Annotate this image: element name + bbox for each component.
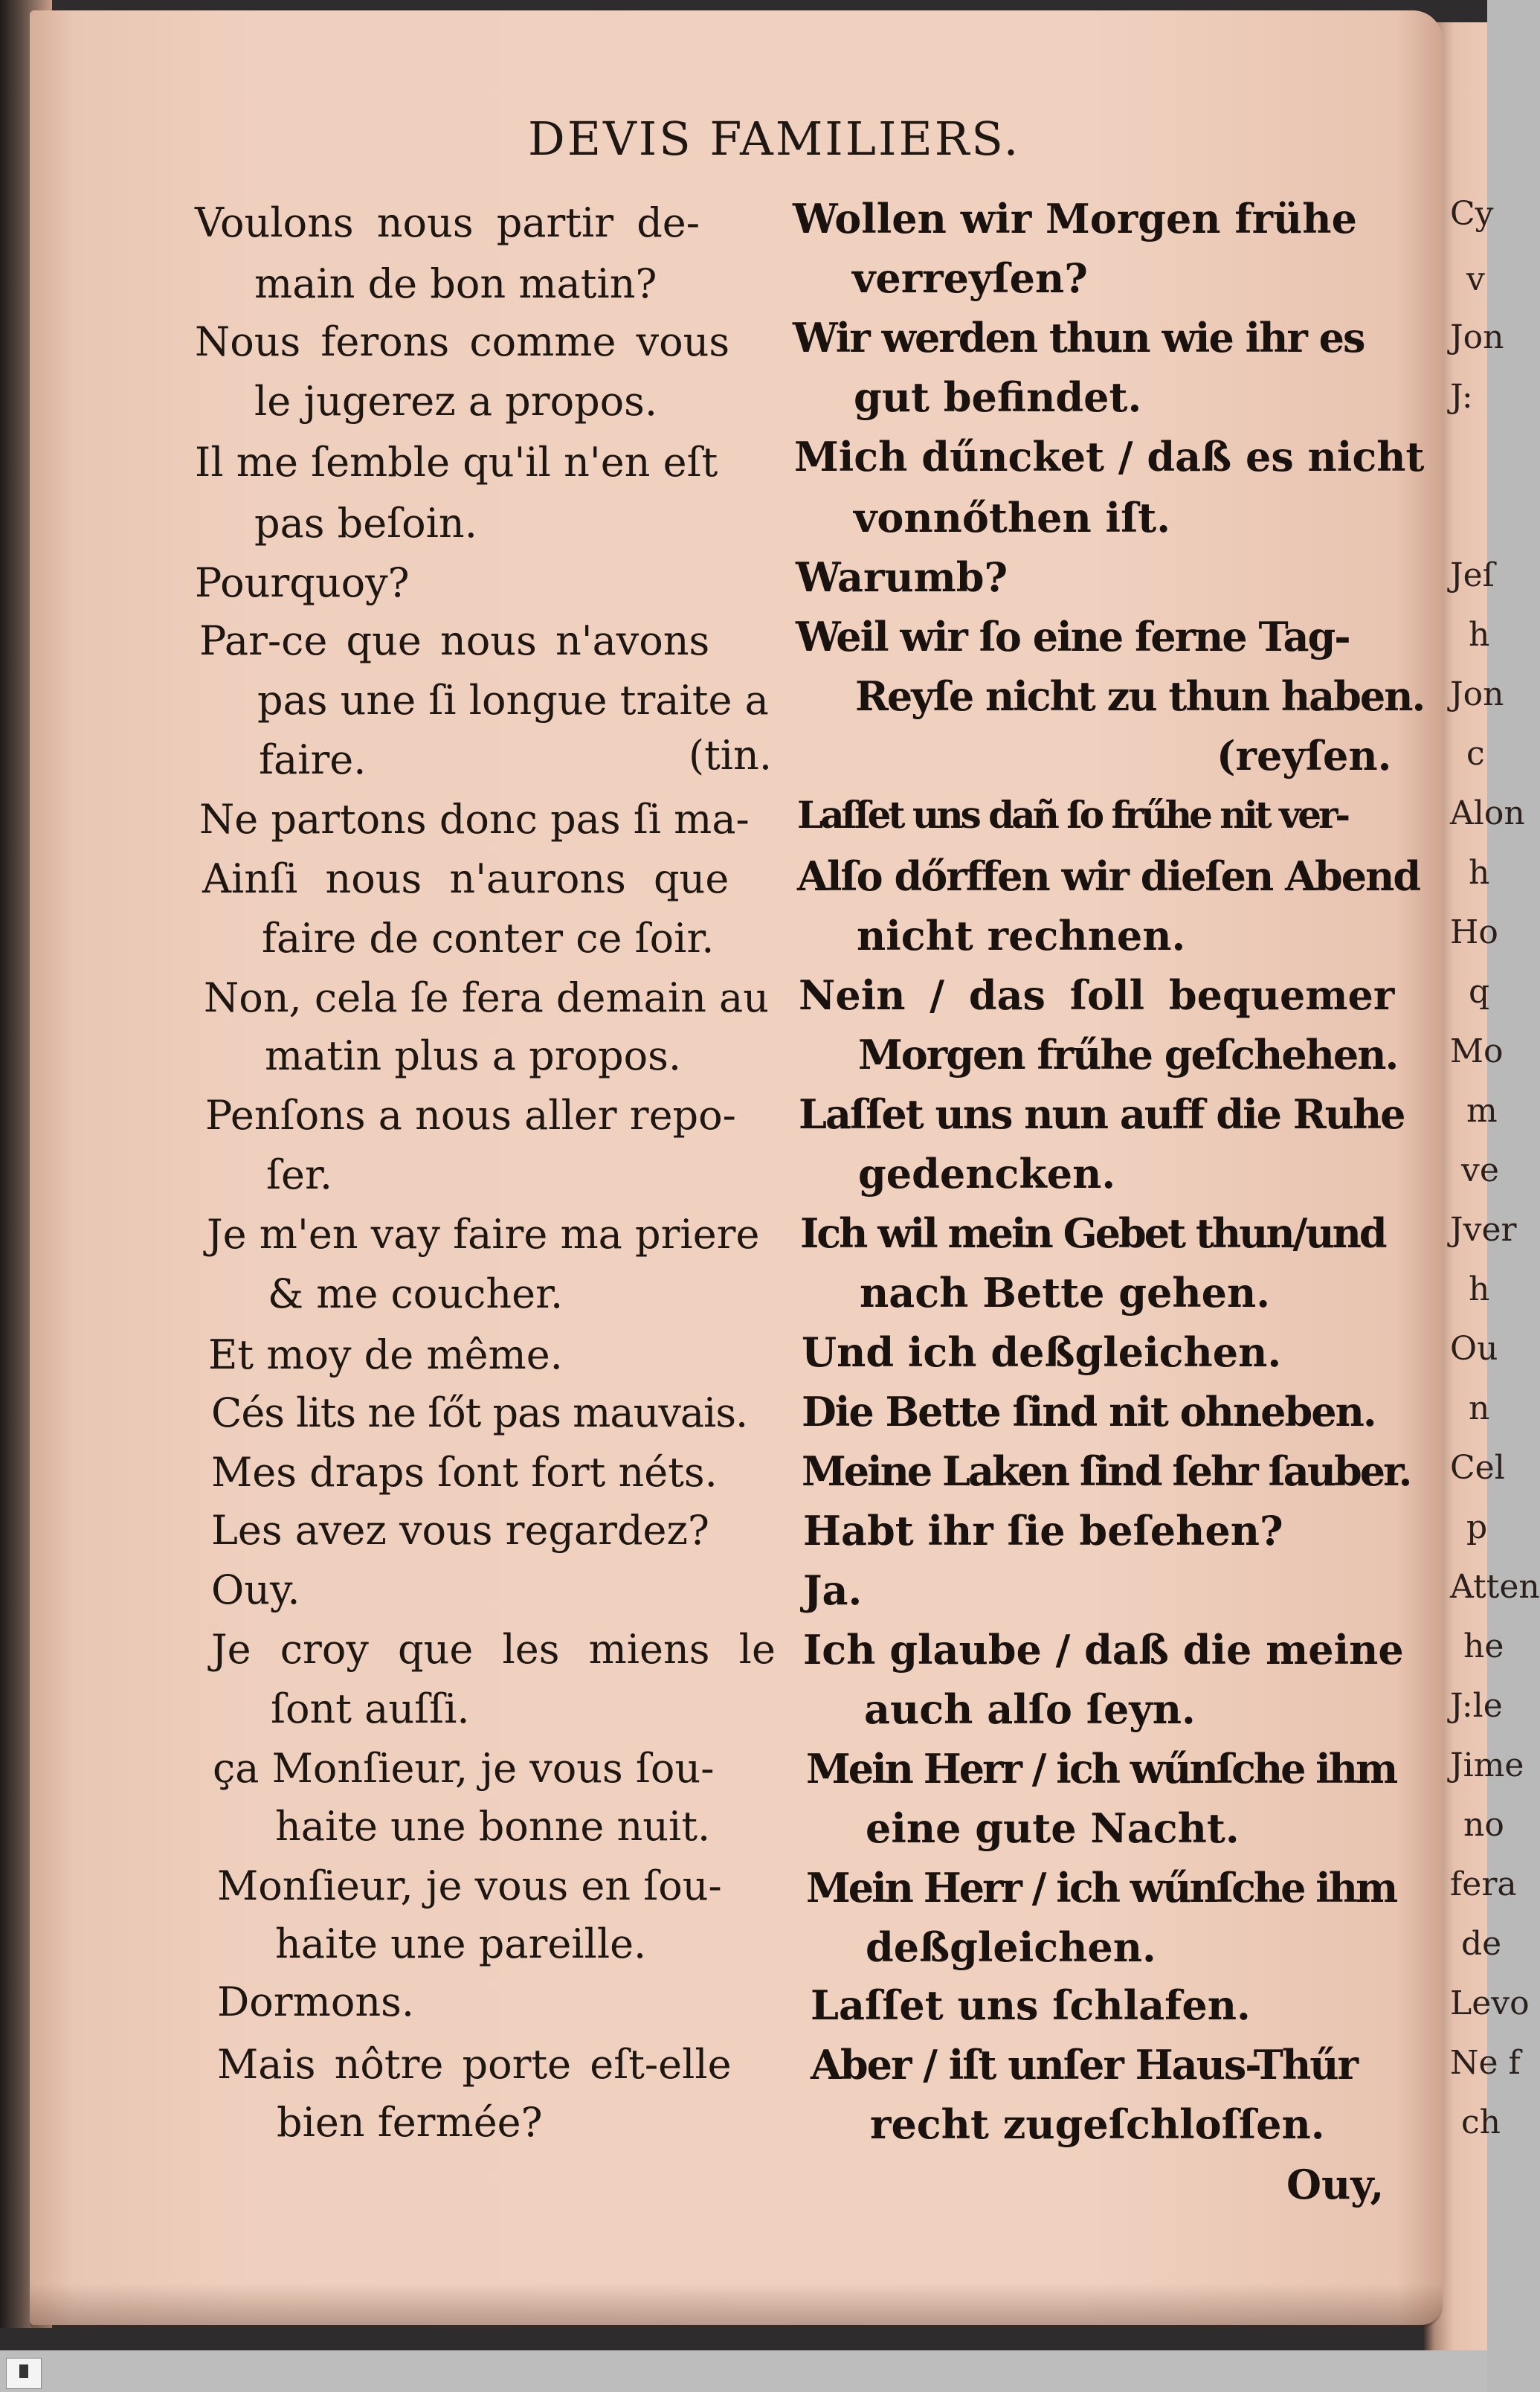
french-line: faire de conter ce ſoir. — [262, 915, 715, 962]
french-line: Je m'en vay faire ma priere — [207, 1211, 760, 1258]
library-stamp-icon — [6, 2358, 42, 2389]
edge-fragment: J: — [1450, 378, 1473, 416]
edge-fragment: Atten — [1450, 1568, 1540, 1606]
french-line: Pourquoy? — [195, 559, 410, 606]
edge-fragment: q — [1469, 973, 1490, 1011]
german-line: Mein Herr / ich wűnſche ihm — [806, 1864, 1396, 1912]
french-line: Il me ſemble qu'il n'en eſt — [195, 439, 718, 486]
edge-fragment: h — [1469, 854, 1490, 892]
german-line: Alſo dőrffen wir dieſen Abend — [797, 852, 1420, 900]
german-line: Die Bette ſind nit ohneben. — [802, 1388, 1376, 1435]
german-line: recht zugeſchloſſen. — [870, 2100, 1325, 2148]
edge-fragment: no — [1463, 1806, 1504, 1844]
edge-fragment: Cy — [1450, 195, 1494, 233]
german-line: Ich glaube / daß die meine — [803, 1626, 1404, 1674]
french-line: (tin. — [689, 732, 772, 779]
french-line: bien fermée? — [277, 2099, 543, 2146]
edge-fragment: he — [1463, 1627, 1504, 1665]
french-line: haite une pareille. — [275, 1920, 647, 1967]
german-line: vonnőthen iſt. — [854, 494, 1171, 541]
german-line: Laſſet uns dañ ſo frűhe nit ver- — [797, 793, 1348, 837]
german-line: nach Bette gehen. — [860, 1269, 1271, 1316]
edge-fragment: de — [1461, 1925, 1502, 1963]
german-line: Weil wir ſo eine ferne Tag- — [796, 613, 1350, 660]
french-line: Ouy. — [211, 1566, 300, 1613]
french-line: haite une bonne nuit. — [275, 1803, 711, 1850]
german-line: Habt ihr ſie beſehen? — [803, 1507, 1283, 1555]
edge-fragment: Ou — [1450, 1330, 1498, 1368]
french-line: Non, cela ſe fera demain au — [204, 974, 770, 1021]
french-line: faire. — [259, 736, 367, 783]
german-line: Nein / das ſoll bequemer — [799, 971, 1395, 1019]
french-line: Nous ferons comme vous — [195, 318, 730, 365]
german-line: gedencken. — [858, 1150, 1116, 1197]
german-line: Wir werden thun wie ihr es — [793, 314, 1365, 361]
edge-fragment: Alon — [1450, 794, 1525, 832]
german-line: Ja. — [803, 1566, 863, 1614]
edge-fragment: ve — [1461, 1151, 1499, 1189]
edge-fragment: Mo — [1450, 1032, 1504, 1070]
french-line: Monſieur, je vous en ſou- — [217, 1862, 722, 1909]
french-line: Par-ce que nous n'avons — [199, 617, 710, 664]
french-line: Ne partons donc pas ſi ma- — [199, 796, 750, 843]
edge-fragment: c — [1466, 735, 1485, 773]
edge-fragment: v — [1466, 260, 1485, 298]
german-line: eine gute Nacht. — [866, 1804, 1240, 1852]
german-line: gut befindet. — [854, 373, 1142, 421]
french-line: Dormons. — [217, 1978, 414, 2025]
french-line: le jugerez a propos. — [254, 378, 658, 425]
french-line: Cés lits ne ſőt pas mauvais. — [211, 1389, 748, 1436]
german-line: Reyſe nicht zu thun haben. — [855, 672, 1425, 720]
edge-fragment: Levo — [1450, 1984, 1530, 2022]
german-line: Mich dűncket / daß es nicht — [794, 433, 1425, 480]
edge-fragment: Cel — [1450, 1449, 1505, 1487]
french-line: Penſons a nous aller repo- — [205, 1092, 736, 1139]
french-line: Je croy que les miens le — [211, 1626, 776, 1673]
edge-fragment: Jver — [1450, 1211, 1517, 1249]
french-line: Mes draps ſont fort néts. — [211, 1449, 718, 1496]
french-line: Les avez vous regardez? — [211, 1507, 709, 1554]
german-line: Aber / iſt unſer Haus-Thűr — [811, 2041, 1357, 2089]
german-line: Warumb? — [796, 553, 1008, 601]
german-line: deßgleichen. — [866, 1923, 1156, 1971]
french-line: & me coucher. — [268, 1270, 564, 1317]
german-line: nicht rechnen. — [857, 912, 1186, 959]
french-line: Et moy de même. — [208, 1331, 563, 1378]
edge-fragment: m — [1466, 1092, 1498, 1130]
german-line: verreyſen? — [852, 254, 1088, 302]
edge-fragment: Jon — [1450, 318, 1504, 356]
french-line: Ainſi nous n'aurons que — [202, 855, 729, 902]
french-line: Mais nôtre porte eſt-elle — [217, 2041, 732, 2088]
french-line: ſer. — [266, 1151, 332, 1198]
german-line: Mein Herr / ich wűnſche ihm — [806, 1745, 1396, 1793]
page-bottom-shadow — [30, 2283, 1443, 2328]
german-line: Wollen wir Morgen frühe — [793, 195, 1357, 242]
french-line: pas une ſi longue traite a — [257, 677, 769, 724]
german-line: Morgen frűhe geſchehen. — [858, 1031, 1398, 1078]
german-line: Laſſet uns ſchlafen. — [811, 1981, 1251, 2029]
french-line: matin plus a propos. — [265, 1032, 682, 1079]
french-line: pas beſoin. — [254, 500, 477, 547]
german-line: Und ich deßgleichen. — [802, 1328, 1282, 1376]
french-line: Voulons nous partir de- — [195, 199, 700, 246]
running-head: DEVIS FAMILIERS. — [528, 112, 1021, 166]
edge-fragment: ch — [1461, 2103, 1501, 2141]
german-line: Laſſet uns nun auff die Ruhe — [799, 1090, 1405, 1138]
edge-fragment: Ne f — [1450, 2044, 1521, 2082]
edge-fragment: p — [1466, 1508, 1488, 1546]
edge-fragment: J:le — [1450, 1687, 1503, 1725]
edge-fragment: Jon — [1450, 675, 1504, 713]
edge-fragment: fera — [1450, 1865, 1517, 1903]
french-line: main de bon matin? — [254, 260, 657, 307]
catchword: Ouy, — [1286, 2161, 1385, 2208]
edge-fragment: h — [1469, 1270, 1490, 1308]
german-line: auch alſo ſeyn. — [864, 1685, 1196, 1733]
german-line: Meine Laken ſind ſehr ſauber. — [802, 1447, 1411, 1495]
german-line: Ich wil mein Gebet thun/und — [800, 1209, 1385, 1257]
french-line: ça Monſieur, je vous ſou- — [213, 1745, 715, 1792]
french-line: ſont auſſi. — [271, 1685, 470, 1732]
scan-footer-bar — [0, 2350, 1487, 2392]
edge-fragment: Ho — [1450, 913, 1498, 951]
edge-fragment: Jime — [1450, 1746, 1524, 1784]
edge-fragment: h — [1469, 616, 1490, 654]
edge-fragment: Jeſ — [1450, 556, 1495, 594]
german-line: (reyſen. — [1217, 732, 1392, 779]
edge-fragment: n — [1469, 1389, 1490, 1427]
